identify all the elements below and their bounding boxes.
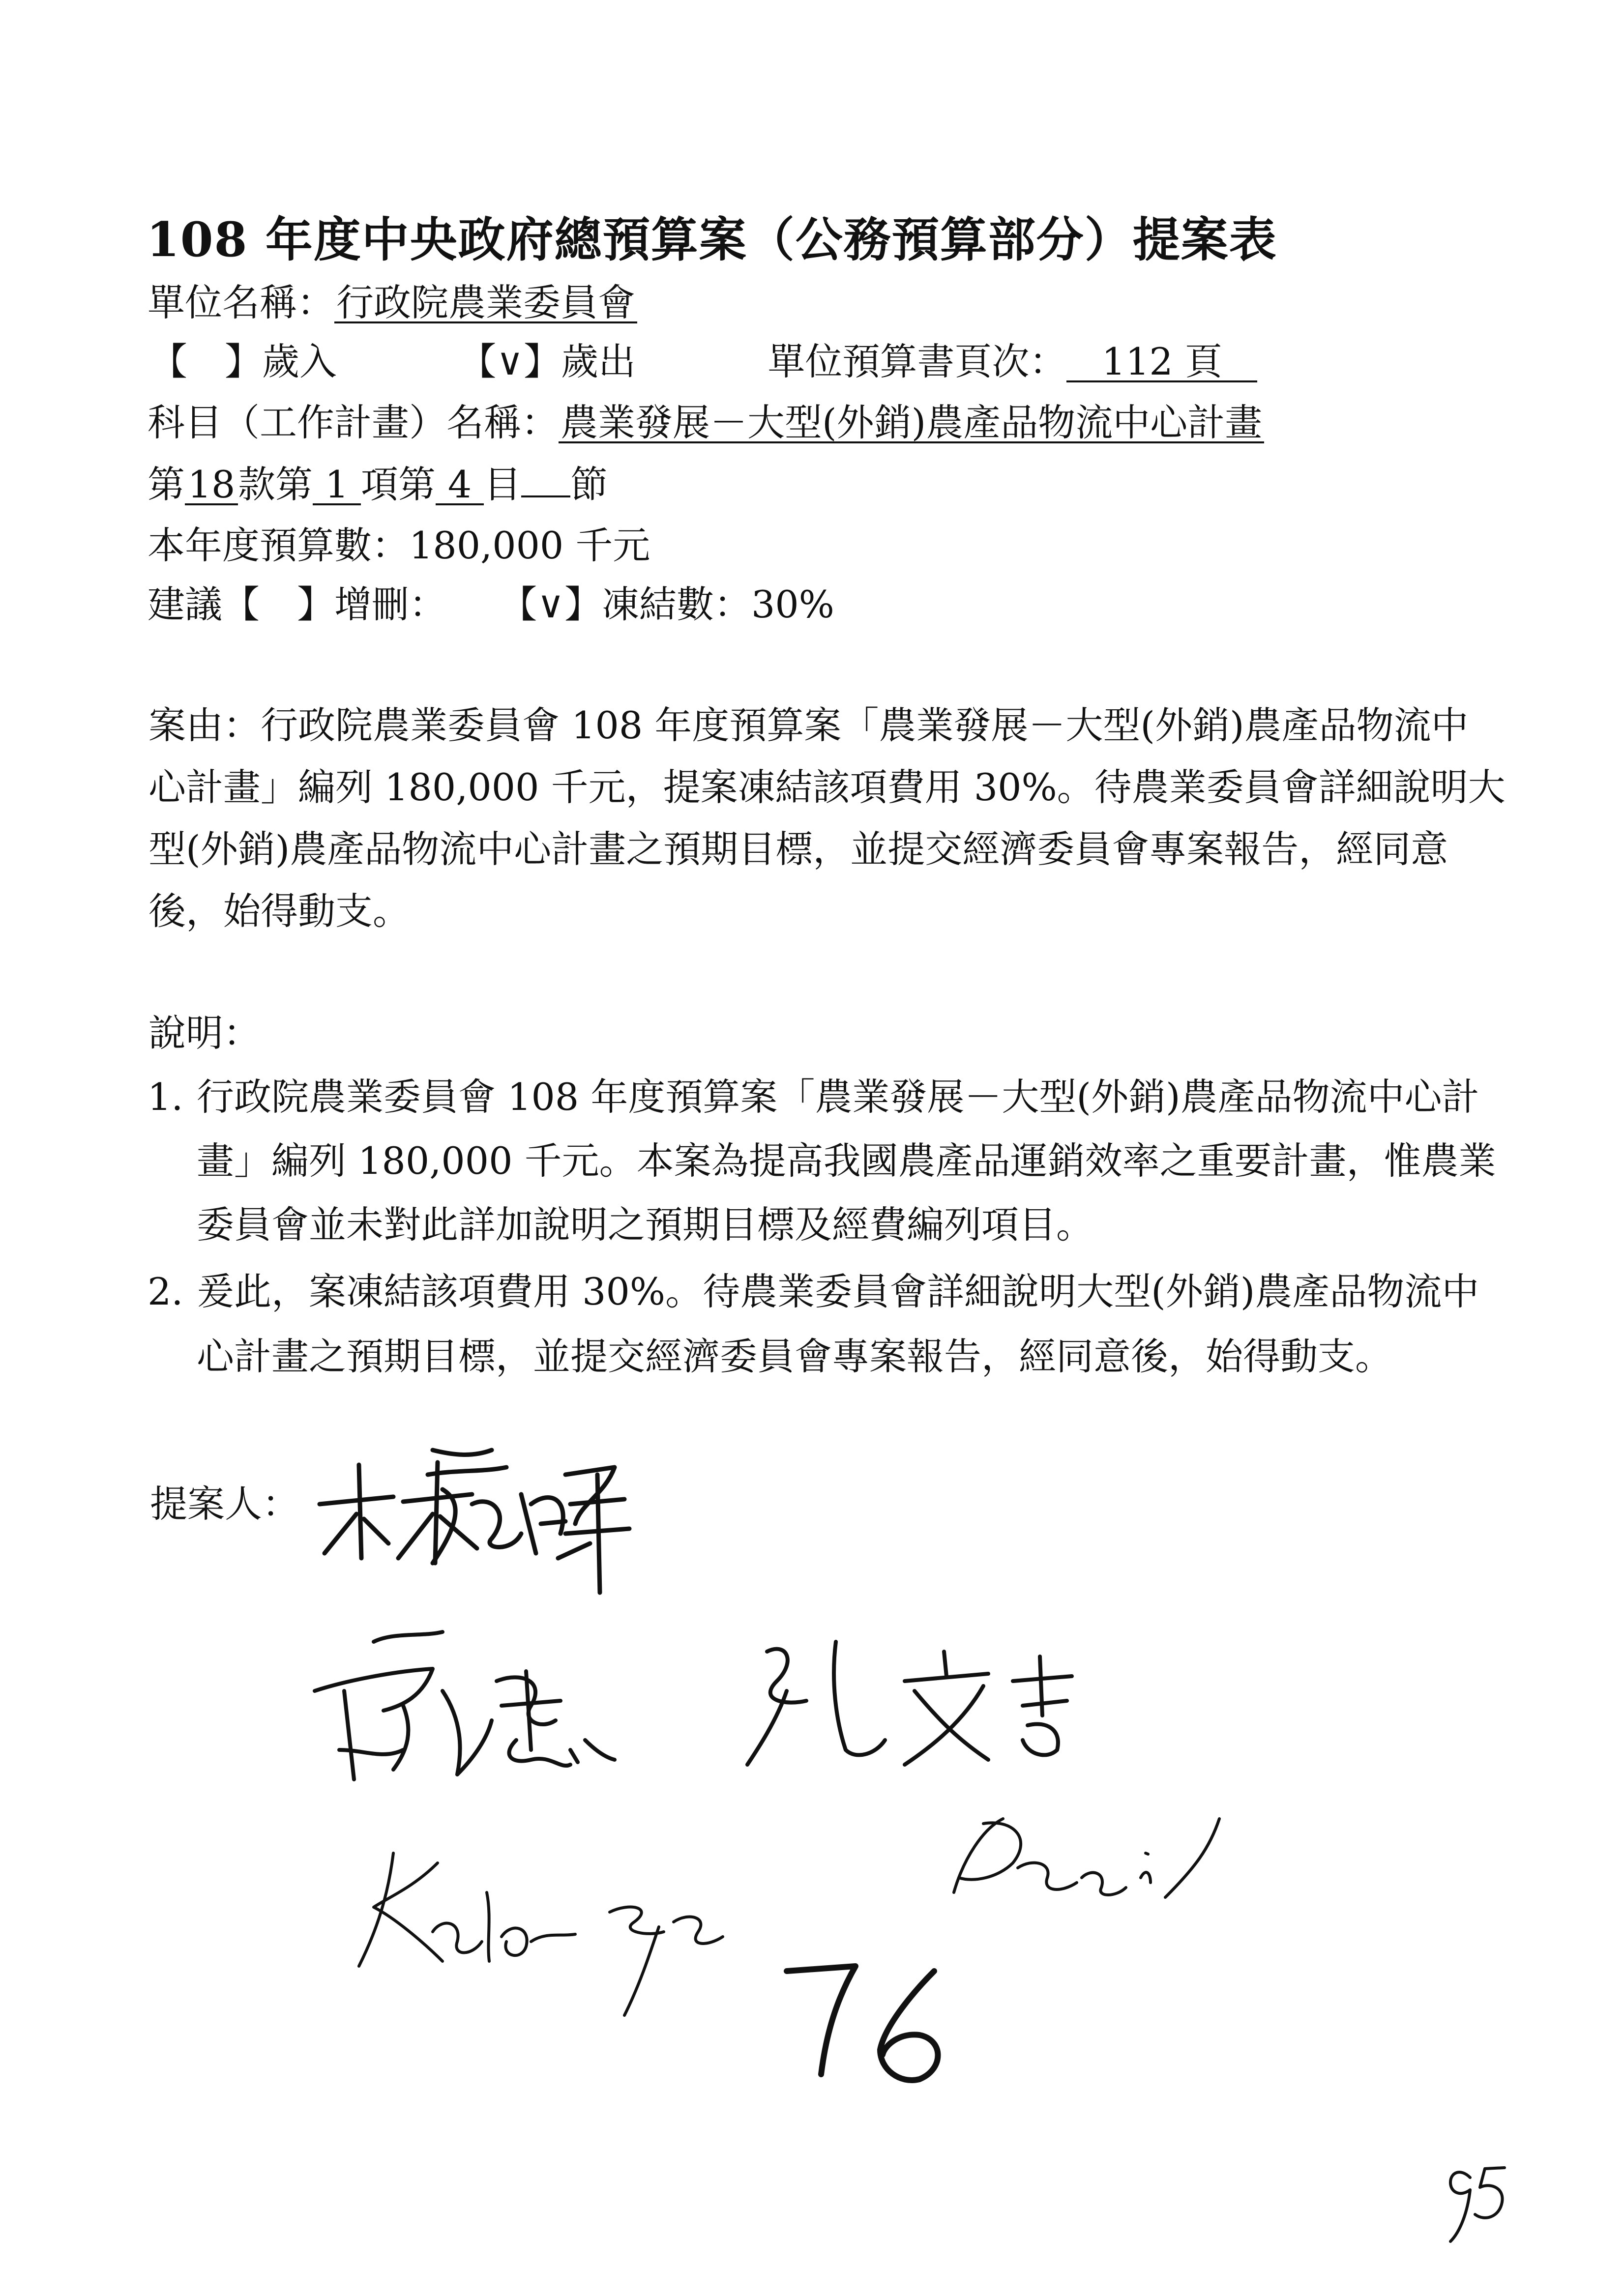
reason-line: 心計畫」編列 180,000 千元，提案凍結該項費用 30%。待農業委員會詳細說明大: [148, 765, 1506, 809]
signature-4: [359, 1853, 575, 1966]
section-jie-label: 節: [570, 463, 608, 506]
suggest-checkbox: 建議【 】增刪：: [148, 582, 446, 626]
explanation-line: 爰此，案凍結該項費用 30%。待農業委員會詳細說明大型(外銷)農產品物流中: [197, 1270, 1479, 1313]
signature-2: [315, 1632, 615, 1779]
subject-label: 科目（工作計畫）名稱：: [148, 401, 559, 444]
explanation-line: 畫」編列 180,000 千元。本案為提高我國農產品運銷效率之重要計畫，惟農業: [197, 1139, 1496, 1183]
explanation-line: 委員會並未對此詳加說明之預期目標及經費編列項目。: [197, 1203, 1093, 1247]
proposer-label: 提案人：: [150, 1482, 299, 1526]
section-mu-label: 目: [484, 463, 521, 506]
explanation-label: 說明：: [148, 1011, 261, 1055]
signature-3: [747, 1642, 1072, 1765]
page-number: [1450, 2168, 1505, 2241]
subject-name: 農業發展－大型(外銷)農產品物流中心計畫: [559, 404, 1264, 443]
page-title: 108 年度中央政府總預算案（公務預算部分）提案表: [147, 212, 1277, 267]
signature-5: [610, 1819, 1219, 2015]
explanation-item-number: 1.: [148, 1075, 183, 1119]
unit-name: 行政院農業委員會: [334, 284, 637, 323]
expense-checkbox: 【∨】歲出: [459, 340, 636, 383]
freeze-checkbox: 【∨】凍結數：30%: [500, 582, 834, 626]
explanation-line: 行政院農業委員會 108 年度預算案「農業發展－大型(外銷)農產品物流中心計: [197, 1075, 1479, 1119]
signature-1: [320, 1450, 629, 1593]
section-mu: 4: [436, 466, 484, 505]
section-prefix: 第: [148, 463, 185, 506]
section-kuan: 18: [185, 466, 238, 505]
section-kuan-label: 款第: [238, 463, 313, 506]
income-checkbox: 【 】歲入: [150, 340, 337, 383]
explanation-line: 心計畫之預期目標，並提交經濟委員會專案報告，經同意後，始得動支。: [197, 1335, 1392, 1378]
section-xiang-label: 項第: [361, 463, 436, 506]
explanation-item-number: 2.: [148, 1270, 183, 1313]
page-ref-label: 單位預算書頁次：: [768, 340, 1067, 383]
budget-row: 本年度預算數：180,000 千元: [148, 523, 650, 567]
stamp-number: [787, 1966, 938, 2080]
page-ref-value: 112 頁: [1066, 343, 1257, 382]
reason-line: 案由：行政院農業委員會 108 年度預算案「農業發展－大型(外銷)農產品物流中: [148, 703, 1469, 747]
unit-label: 單位名稱：: [148, 281, 334, 324]
section-xiang: 1: [313, 466, 361, 505]
reason-line: 型(外銷)農產品物流中心計畫之預期目標，並提交經濟委員會專案報告，經同意: [148, 827, 1448, 871]
reason-line: 後，始得動支。: [148, 889, 410, 933]
